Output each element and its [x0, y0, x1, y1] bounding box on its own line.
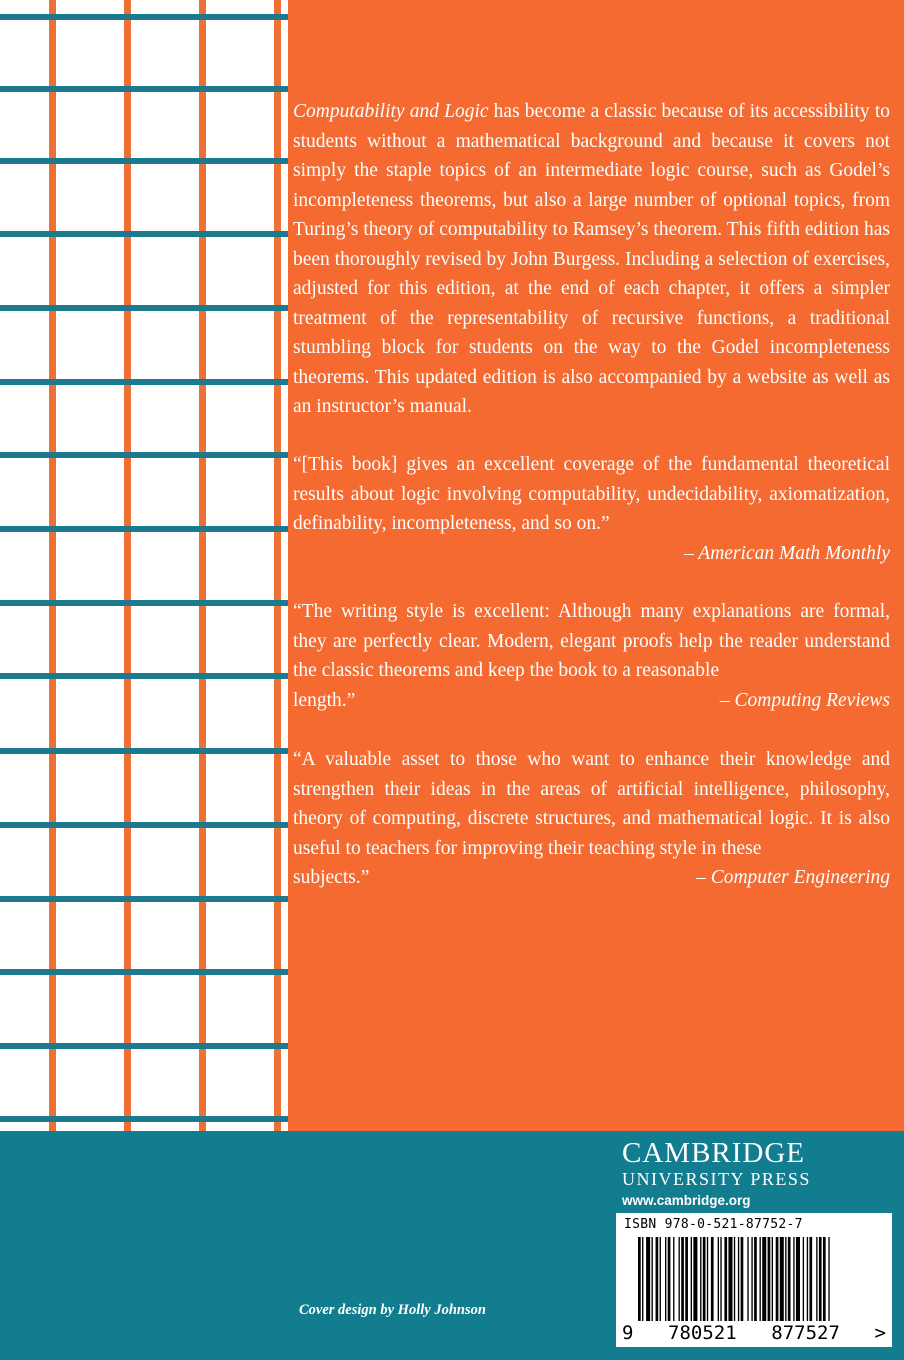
- publisher-logo: [622, 1137, 822, 1208]
- barcode: [616, 1213, 892, 1347]
- barcode-bar: [656, 1237, 659, 1321]
- grid-horizontal-line: [0, 231, 288, 237]
- grid-vertical-line: [49, 0, 56, 1131]
- barcode-bar: [665, 1237, 666, 1321]
- barcode-bar: [819, 1237, 822, 1321]
- isbn-label: ISBN 978-0-521-87752-7: [624, 1217, 803, 1232]
- grid-vertical-line: [274, 0, 281, 1131]
- cover-credit: Cover design by Holly Johnson: [299, 1302, 486, 1318]
- review-quote-end: length.”: [293, 689, 356, 711]
- barcode-bar: [823, 1237, 826, 1321]
- grid-horizontal-line: [0, 600, 288, 606]
- grid-horizontal-line: [0, 86, 288, 92]
- book-blurb: [293, 97, 890, 422]
- barcode-bar: [711, 1237, 714, 1321]
- grid-vertical-line: [199, 0, 206, 1131]
- barcode-bar: [738, 1237, 739, 1321]
- barcode-bar: [768, 1237, 771, 1321]
- review-source: – Computing Reviews: [719, 689, 890, 711]
- barcode-bar: [720, 1237, 721, 1321]
- barcode-bar: [646, 1237, 650, 1321]
- barcode-bar: [788, 1237, 791, 1321]
- review-2: [293, 597, 890, 715]
- barcode-bar: [642, 1237, 643, 1321]
- barcode-bar: [741, 1237, 744, 1321]
- barcode-digit-group: 780521: [668, 1322, 737, 1344]
- grid-horizontal-line: [0, 1116, 288, 1122]
- barcode-digit-group: 9: [622, 1322, 634, 1344]
- barcode-bar: [760, 1237, 761, 1321]
- barcode-bar: [762, 1237, 766, 1321]
- barcode-bar: [776, 1237, 779, 1321]
- review-source: – Computer Engineering: [696, 867, 890, 888]
- barcode-digit-group: 877527: [771, 1322, 840, 1344]
- barcode-bar: [638, 1237, 641, 1321]
- barcode-bar: [793, 1237, 794, 1321]
- barcode-bar: [747, 1237, 748, 1321]
- barcode-bar: [707, 1237, 708, 1321]
- barcode-bar: [700, 1237, 701, 1321]
- barcode-bar: [691, 1237, 692, 1321]
- barcode-bar: [679, 1237, 680, 1321]
- barcode-bar: [668, 1237, 671, 1321]
- barcode-bar: [724, 1237, 727, 1321]
- barcode-bar: [718, 1237, 719, 1321]
- barcode-bar: [652, 1237, 653, 1321]
- barcode-bar: [685, 1237, 688, 1321]
- grid-vertical-line: [124, 0, 131, 1131]
- barcode-bar: [772, 1237, 773, 1321]
- grid-horizontal-line: [0, 305, 288, 311]
- review-1: [293, 450, 890, 568]
- barcode-bar: [785, 1237, 786, 1321]
- barcode-bar: [728, 1237, 732, 1321]
- grid-pattern: [0, 0, 288, 1131]
- review-source: – American Math Monthly: [684, 542, 890, 564]
- grid-horizontal-line: [0, 896, 288, 902]
- grid-horizontal-line: [0, 158, 288, 164]
- barcode-bar: [816, 1237, 817, 1321]
- barcode-bar: [754, 1237, 757, 1321]
- grid-horizontal-line: [0, 748, 288, 754]
- grid-horizontal-line: [0, 1043, 288, 1049]
- book-title: Computability and Logic: [293, 101, 489, 122]
- review-quote-end: subjects.”: [293, 867, 370, 888]
- grid-horizontal-line: [0, 673, 288, 679]
- review-quote: “The writing style is excellent: Although many explanations are formal, they are perfectly clear. Modern, elegant proofs help the reader understand the classic theorems and keep the book to a reasonable: [293, 601, 890, 681]
- barcode-digits: [622, 1322, 886, 1344]
- barcode-bar: [660, 1237, 661, 1321]
- barcode-bar: [681, 1237, 684, 1321]
- review-quote: “[This book] gives an excellent coverage of the fundamental theoretical results about logic involving computability, undecidability, axiomatization, definability, incompleteness, and so on.”: [293, 454, 890, 534]
- barcode-bar: [807, 1237, 808, 1321]
- grid-horizontal-line: [0, 969, 288, 975]
- review-quote: “A valuable asset to those who want to enhance their knowledge and strengthen their ideas in the areas of artificial intelligence, philosophy, theory of computing, discrete structures, and mathematical logic. It is also useful to teachers for improving their teaching style in these: [293, 749, 890, 859]
- barcode-bar: [751, 1237, 752, 1321]
- barcode-bar: [796, 1237, 800, 1321]
- publisher-press: UNIVERSITY PRESS: [622, 1169, 811, 1189]
- barcode-bar: [809, 1237, 812, 1321]
- grid-horizontal-line: [0, 452, 288, 458]
- review-3: [293, 745, 890, 893]
- barcode-bar: [734, 1237, 735, 1321]
- blurb-body: has become a classic because of its accessibility to students without a mathematical background and because it covers not simply the staple topics of an intermediate logic course, such as Godel’s incompleteness theorems, but also a large number of optional topics, from Turing’s theory of computability to Ramsey’s theorem. This fifth edition has been thoroughly revised by John Burgess. Including a selection of exercises, adjusted for this edition, at the end of each chapter, it offers a simpler treatment of the representability of recursive functions, a traditional stumbling block for students on the way to the Godel incompleteness theorems. This updated edition is also accompanied by a website as well as an instructor’s manual.: [293, 101, 890, 417]
- grid-horizontal-line: [0, 822, 288, 828]
- barcode-bar: [828, 1237, 829, 1321]
- barcode-bar: [780, 1237, 784, 1321]
- grid-horizontal-line: [0, 526, 288, 532]
- publisher-name: CAMBRIDGE: [622, 1137, 806, 1169]
- publisher-url: www.cambridge.org: [622, 1193, 751, 1208]
- barcode-bar: [803, 1237, 804, 1321]
- grid-horizontal-line: [0, 379, 288, 385]
- grid-horizontal-line: [0, 14, 288, 20]
- barcode-bar: [693, 1237, 697, 1321]
- barcode-digit-group: >: [874, 1322, 886, 1344]
- barcode-bar: [703, 1237, 706, 1321]
- barcode-bar: [673, 1237, 674, 1321]
